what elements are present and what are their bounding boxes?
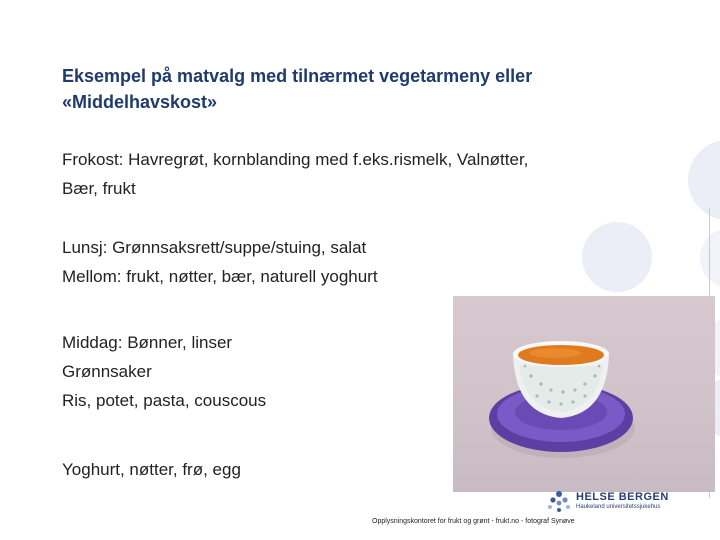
- decor-circle: [700, 228, 720, 288]
- slide-title-line2: «Middelhavskost»: [62, 92, 218, 112]
- soup-bowl-illustration: [453, 296, 715, 492]
- middag-line2: Grønnsaker: [62, 362, 152, 381]
- middag-line3: Ris, potet, pasta, couscous: [62, 391, 267, 410]
- logo-subtitle: Haukeland universitetssjukehus: [576, 504, 661, 510]
- middag-line1: Middag: Bønner, linser: [62, 333, 233, 352]
- frokost-block: [62, 145, 682, 203]
- photo-credit: Opplysningskontoret for frukt og grønt - frukt.no - fotograf Synøve: [372, 518, 575, 525]
- lunsj-block: [62, 233, 682, 291]
- soup-photo: [453, 296, 715, 492]
- frokost-line2: Bær, frukt: [62, 179, 136, 198]
- logo-name: HELSE BERGEN: [576, 491, 669, 503]
- decor-circle: [688, 140, 720, 220]
- slide-title-line1: Eksempel på matvalg med tilnærmet vegetarmeny eller: [62, 66, 533, 86]
- logo-dots-icon: [546, 490, 572, 514]
- helse-bergen-logo: [546, 490, 686, 516]
- slide-title: [62, 63, 662, 115]
- mellom-line: Mellom: frukt, nøtter, bær, naturell yoghurt: [62, 267, 378, 286]
- frokost-line1: Frokost: Havregrøt, kornblanding med f.eks.rismelk, Valnøtter,: [62, 150, 529, 169]
- lunsj-line: Lunsj: Grønnsaksrett/suppe/stuing, salat: [62, 238, 367, 257]
- extra-line: Yoghurt, nøtter, frø, egg: [62, 460, 241, 479]
